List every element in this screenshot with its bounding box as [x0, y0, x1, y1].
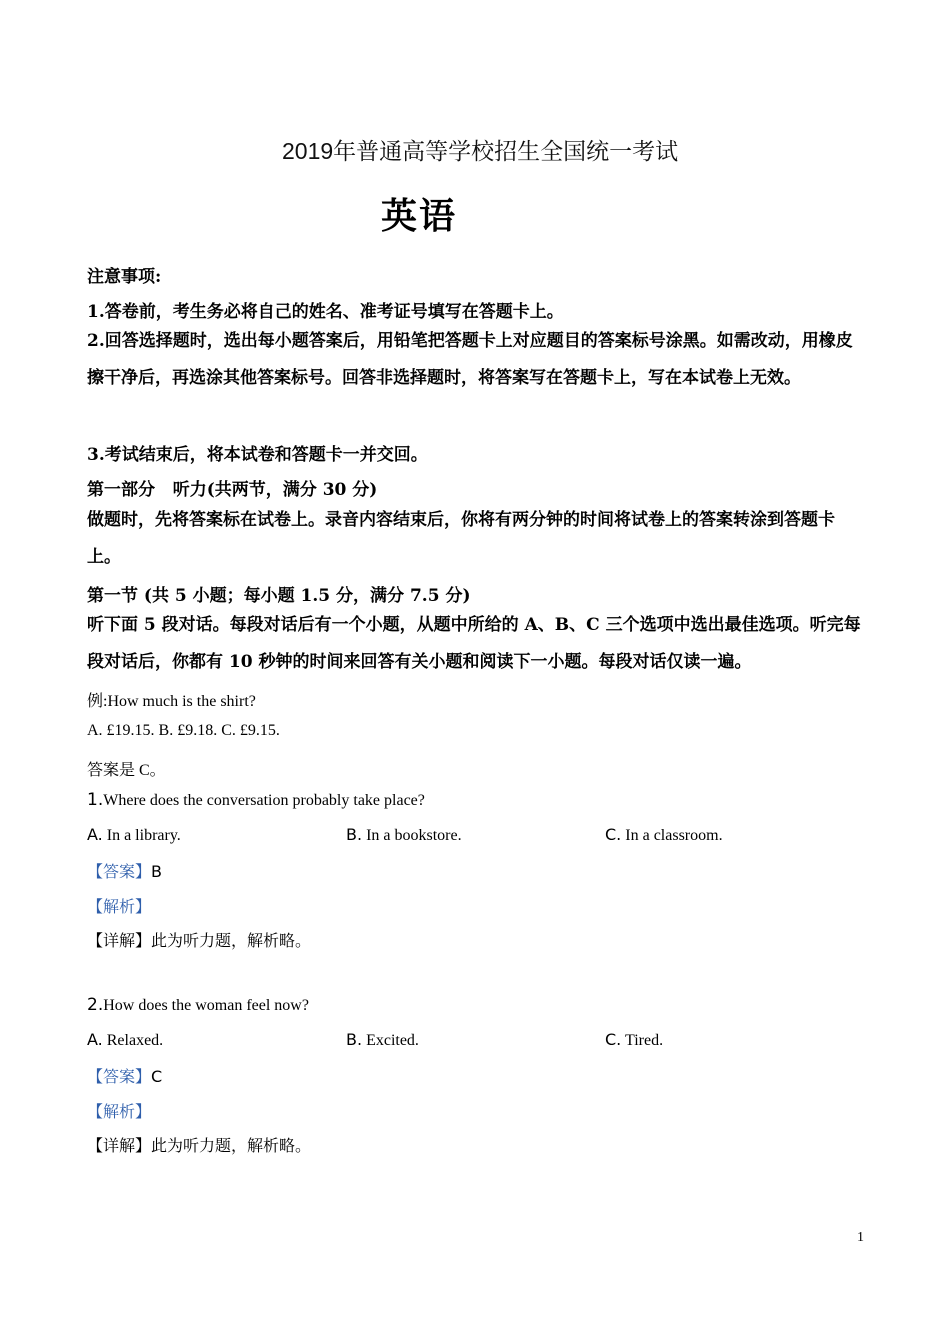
example-answer: 答案是 C。 [87, 762, 166, 779]
notice-item-1: 1.答卷前，考生务必将自己的姓名、准考证号填写在答题卡上。 [87, 302, 564, 322]
option-text: In a classroom. [625, 827, 723, 844]
question-number: 2. [87, 995, 104, 1015]
question-1-analysis-label: 【解析】 [87, 899, 152, 916]
notice-heading: 注意事项: [87, 267, 162, 287]
question-2-analysis-label: 【解析】 [87, 1104, 152, 1121]
notice-item-2: 2.回答选择题时，选出每小题答案后，用铅笔把答题卡上对应题目的答案标号涂黑。如需改动，用橡皮擦干净后，再选涂其他答案标号。回答非选择题时，将答案写在答题卡上，写在本试卷上无效。 [87, 331, 853, 388]
question-1-option-b [346, 825, 462, 845]
part1-heading: 第一部分 听力(共两节，满分 30 分) [87, 480, 378, 500]
option-letter: B. [346, 1030, 363, 1049]
option-letter: C. [605, 825, 622, 844]
option-letter: B. [346, 825, 363, 844]
exam-title: 2019年普通高等学校招生全国统一考试 [282, 138, 679, 164]
question-2-detail [87, 1133, 311, 1156]
question-2-option-c [605, 1030, 663, 1050]
question-2-answer [87, 1064, 162, 1087]
answer-value: C [151, 1067, 163, 1086]
question-number: 1. [87, 790, 104, 810]
question-text: Where does the conversation probably take place? [103, 792, 425, 809]
option-text: Tired. [624, 1032, 664, 1049]
question-1-stem [87, 790, 425, 810]
section1-instruction: 听下面 5 段对话。每段对话后有一个小题，从题中所给的 A、B、C 三个选项中选出最佳选项。听完每段对话后，你都有 10 秒钟的时间来回答有关小题和阅读下一小题。每段对话仅读一遍。 [87, 615, 861, 672]
question-text: How does the woman feel now? [103, 997, 309, 1014]
page-number: 1 [857, 1230, 864, 1245]
answer-value: B [151, 862, 162, 881]
question-1-option-c [605, 825, 723, 845]
option-text: Relaxed. [106, 1032, 164, 1049]
question-2-option-a [87, 1030, 163, 1050]
notice-item-3: 3.考试结束后，将本试卷和答题卡一并交回。 [87, 445, 428, 465]
part1-instruction: 做题时，先将答案标在试卷上。录音内容结束后，你将有两分钟的时间将试卷上的答案转涂到答题卡上。 [87, 510, 835, 567]
question-2-option-b [346, 1030, 419, 1050]
option-text: In a library. [106, 827, 181, 844]
option-letter: A. [87, 825, 103, 844]
answer-label: 【答案】 [87, 1069, 152, 1086]
answer-label: 【答案】 [87, 864, 152, 881]
question-1-option-a [87, 825, 181, 845]
option-letter: C. [605, 1030, 622, 1049]
option-text: In a bookstore. [366, 827, 462, 844]
question-1-answer [87, 859, 162, 882]
question-1-detail [87, 928, 311, 951]
subject-title: 英语 [381, 196, 458, 237]
example-question: 例:How much is the shirt? [87, 693, 256, 710]
option-letter: A. [87, 1030, 103, 1049]
example-options: A. £19.15. B. £9.18. C. £9.15. [87, 722, 280, 739]
detail-label: 【详解】 [87, 1138, 152, 1155]
option-text: Excited. [366, 1032, 419, 1049]
question-2-stem [87, 995, 309, 1015]
section1-heading: 第一节 (共 5 小题；每小题 1.5 分，满分 7.5 分) [87, 586, 471, 606]
detail-text: 此为听力题，解析略。 [151, 1138, 312, 1155]
detail-text: 此为听力题，解析略。 [151, 933, 312, 950]
detail-label: 【详解】 [87, 933, 152, 950]
